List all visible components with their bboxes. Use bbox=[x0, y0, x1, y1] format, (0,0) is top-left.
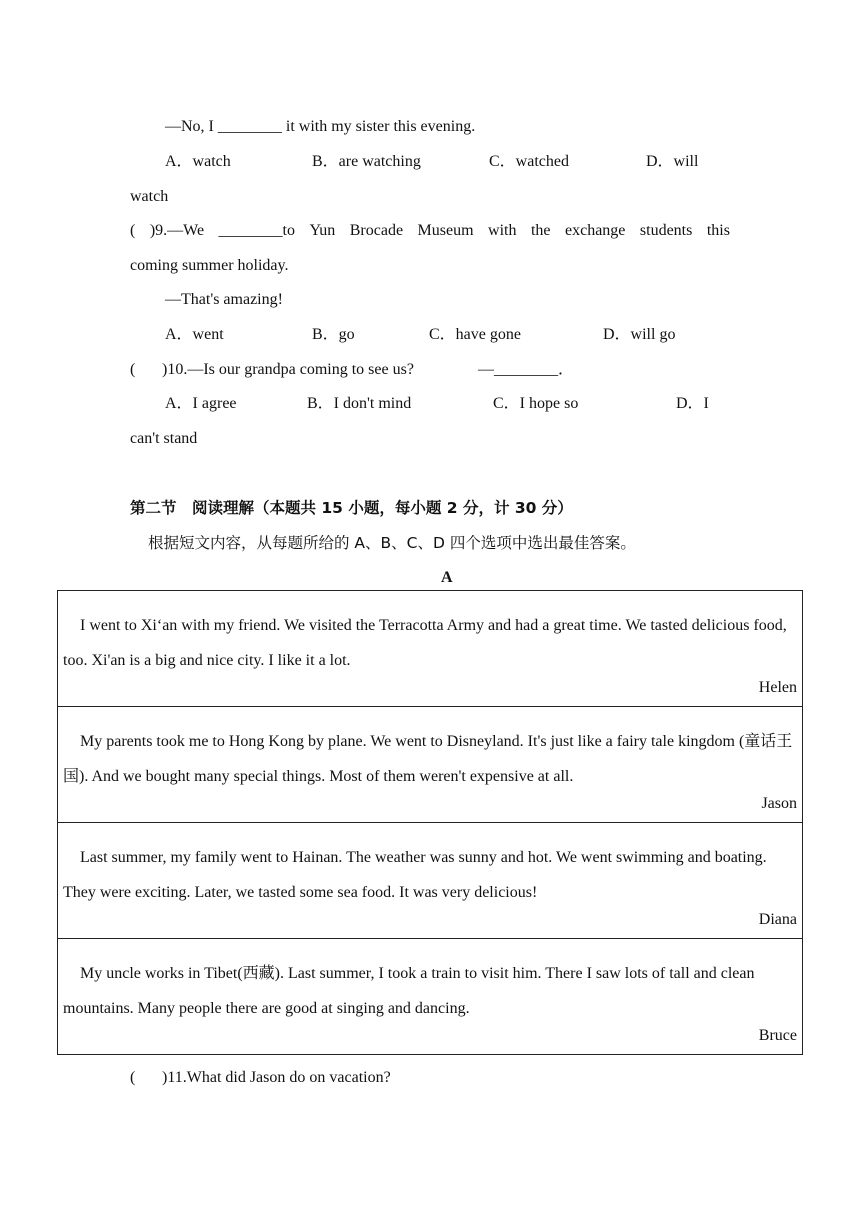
q9-word: ________to bbox=[218, 222, 295, 239]
passage-text: My uncle works in Tibet(西藏). Last summer, I took a train to visit him. There I saw lots of tall and clean mountains. Many people there are good at singing and dancing. bbox=[63, 965, 755, 1017]
q10-bracket: ( bbox=[130, 361, 136, 378]
passage-label: A bbox=[441, 569, 453, 586]
q10-option-c: C．I hope so bbox=[493, 395, 579, 412]
passage-text: My parents took me to Hong Kong by plane. We went to Disneyland. It's just like a fairy tale kingdom (童话王国). And we bought many special things. Most of them weren't expensive at all. bbox=[63, 733, 793, 785]
passages-table bbox=[57, 590, 803, 1055]
q9-word: with bbox=[488, 222, 517, 239]
q10-blank: —________． bbox=[478, 361, 575, 378]
passage-author: Helen bbox=[758, 679, 797, 696]
passage-cell-jason bbox=[58, 707, 803, 823]
q9-stem-line2: coming summer holiday. bbox=[130, 257, 289, 274]
q11-bracket: ( bbox=[130, 1069, 136, 1086]
q9-word: this bbox=[706, 222, 730, 239]
q11-stem: )11.What did Jason do on vacation? bbox=[162, 1069, 391, 1086]
q8-answer-line: —No, I ________ it with my sister this evening. bbox=[165, 118, 476, 135]
q9-stem-line1 bbox=[130, 221, 730, 241]
q8-option-d bbox=[646, 152, 731, 172]
q9-word: Museum bbox=[417, 222, 474, 239]
q9-word: the bbox=[530, 222, 551, 239]
passage-cell-bruce bbox=[58, 939, 803, 1055]
q9-word: )9.—We bbox=[149, 222, 205, 239]
q10-option-a: A．I agree bbox=[165, 395, 237, 412]
passage-text: Last summer, my family went to Hainan. The weather was sunny and hot. We went swimming and boating. They were exciting. Later, we tasted some sea food. It was very delicious! bbox=[63, 849, 767, 901]
q9-word: students bbox=[639, 222, 693, 239]
q8-option-b: B．are watching bbox=[312, 153, 421, 170]
passage-cell-helen bbox=[58, 591, 803, 707]
q9-option-d: D．will go bbox=[603, 326, 676, 343]
q9-word: ( bbox=[130, 222, 136, 239]
q9-option-b: B．go bbox=[312, 326, 355, 343]
q8-option-d-wrap: watch bbox=[130, 188, 169, 205]
q10-stem: )10.—Is our grandpa coming to see us? bbox=[162, 361, 414, 378]
section-instruction: 根据短文内容，从每题所给的 A、B、C、D 四个选项中选出最佳答案。 bbox=[148, 534, 636, 552]
q9-option-c: C．have gone bbox=[429, 326, 521, 343]
q9-word: Brocade bbox=[349, 222, 404, 239]
q10-option-d-wrap: can't stand bbox=[130, 430, 198, 447]
q8-option-d-text: D．will bbox=[646, 153, 699, 170]
passage-author: Diana bbox=[758, 911, 797, 928]
passage-row bbox=[58, 939, 803, 1055]
passage-row bbox=[58, 591, 803, 707]
passage-cell-diana bbox=[58, 823, 803, 939]
q9-word: exchange bbox=[565, 222, 626, 239]
passage-row bbox=[58, 707, 803, 823]
q8-option-a: A．watch bbox=[165, 153, 231, 170]
passage-author: Jason bbox=[761, 795, 797, 812]
section-title: 第二节 阅读理解（本题共 15 小题，每小题 2 分，计 30 分） bbox=[130, 499, 573, 517]
q10-option-d: D．I bbox=[676, 395, 709, 412]
q10-option-b: B．I don't mind bbox=[307, 395, 412, 412]
passage-text: I went to Xi‘an with my friend. We visited the Terracotta Army and had a great time. We tasted delicious food, too. Xi'an is a big and nice city. I like it a lot. bbox=[63, 617, 787, 669]
q9-reply: —That's amazing! bbox=[165, 291, 283, 308]
passage-row bbox=[58, 823, 803, 939]
q9-word: Yun bbox=[309, 222, 336, 239]
passage-author: Bruce bbox=[758, 1027, 797, 1044]
q9-option-a: A．went bbox=[165, 326, 224, 343]
q8-option-c: C．watched bbox=[489, 153, 569, 170]
